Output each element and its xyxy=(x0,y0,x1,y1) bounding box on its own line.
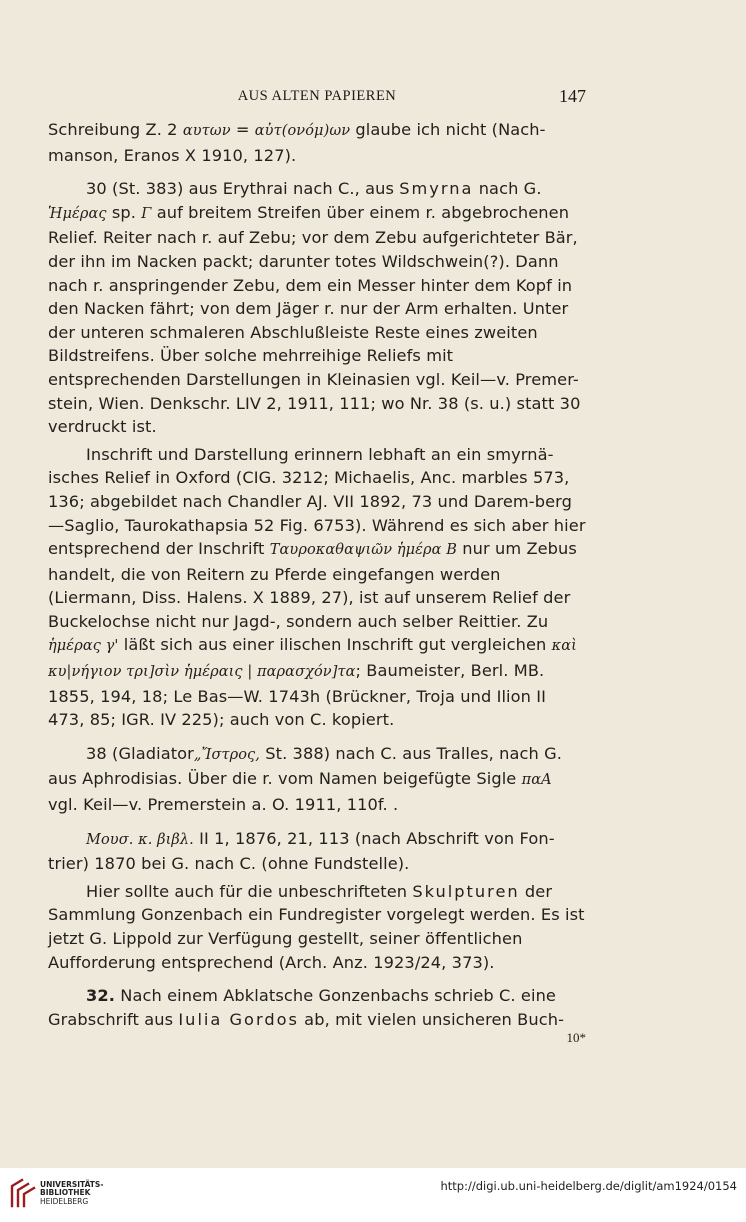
page-number: 147 xyxy=(559,86,586,106)
library-line: HEIDELBERG xyxy=(40,1196,89,1206)
greek-text: Ταυροκαθαψιῶν ἡμέρα Β xyxy=(269,542,457,559)
library-line: UNIVERSITÄTS- xyxy=(40,1180,104,1189)
spaced-text: Iulia Gordos xyxy=(178,1009,299,1029)
greek-text: καὶ κυ|νήγιον τρι]σὶν ἡμέραις | παρασχόν]τα xyxy=(48,638,577,681)
greek-text: Ἡμέρας xyxy=(48,205,107,222)
text-run: vgl. Keil—v. Premerstein a. O. 1911, 110f. . xyxy=(48,795,399,815)
text-run: läßt sich aus einer ilischen Inschrift gut vergleichen xyxy=(118,635,552,655)
paragraph-4 xyxy=(48,742,586,817)
footer-bar xyxy=(0,1168,746,1222)
text-run: der Sammlung Gonzenbach ein Fundregister vorgelegt werden. Es ist jetzt G. Lippold zur Verfügung gestellt, seiner öffentlichen Aufforderung entsprechend (Arch. Anz. 1923/24, 373). xyxy=(48,881,585,972)
paragraph-1 xyxy=(48,118,586,167)
entry-number: 32. xyxy=(86,986,115,1006)
paragraph-7 xyxy=(48,984,586,1031)
paragraph-3 xyxy=(48,443,586,732)
spaced-text: Smyrna xyxy=(399,179,474,199)
text-run: Schreibung Z. 2 xyxy=(48,120,183,139)
paragraph-2 xyxy=(48,177,586,439)
text-run: Nach einem Abklatsche Gonzenbachs schrieb C. eine Grabschrift aus xyxy=(48,986,556,1029)
university-logo-icon xyxy=(8,1176,38,1210)
text-run: glaube ich nicht (Nach-manson, Eranos X 1910, 127). xyxy=(48,120,546,165)
text-run: II 1, 1876, 21, 113 (nach Abschrift von Fon-trier) 1870 bei G. nach C. (ohne Fundstelle). xyxy=(48,828,555,874)
text-run: Hier sollte auch für die unbeschrifteten xyxy=(86,881,413,901)
greek-text: αυτων xyxy=(182,123,231,139)
greek-text: αὐτ(ονόμ)ων xyxy=(254,123,351,139)
text-run: sp. xyxy=(106,202,142,222)
greek-text: Μουσ. κ. βιβλ. xyxy=(86,831,194,848)
greek-text: παΑ xyxy=(521,772,552,789)
text-run: auf breitem Streifen über einem r. abgebrochenen Relief. Reiter nach r. auf Zebu; vor dem Zebu aufgerichteter Bär, der ihn im Nacken packt; darunter totes Wildschwein(?). Dann nach r. anspringender Zebu, dem ein Messer hinter dem Kopf in den Nacken fährt; von dem Jäger r. nur der Arm erhalten. Unter der unteren schmaleren Abschlußleiste Reste eines zweiten Bildstreifens. Über solche mehrreihige Reliefs mit entsprechenden Darstellungen in Kleinasien vgl. Keil—v. Premer-stein, Wien. Denkschr. LIV 2, 1911, 111; wo Nr. 38 (s. u.) statt 30 verdruckt ist. xyxy=(48,202,581,437)
paragraph-5 xyxy=(48,827,586,876)
running-title: AUS ALTEN PAPIEREN xyxy=(237,88,397,104)
text-run: 38 (Gladiator xyxy=(86,743,194,763)
signature-mark: 10* xyxy=(566,1030,586,1045)
text-run: Inschrift und Darstellung erinnern lebhaft an ein smyrnä-isches Relief in Oxford (CIG. 3212; Michaelis, Anc. marbles 573, 136; abgebildet nach Chandler AJ. VII 1892, 73 und Darem-berg—Saglio, Taurokathapsia 52 Fig. 6753). Während es sich aber hier entsprechend der Inschrift xyxy=(48,444,586,559)
text-run: ; Baumeister, Berl. MB. 1855, 194, 18; Le Bas—W. 1743h (Brückner, Troja und Ilion II 473, 85; IGR. IV 225); auch von C. kopiert. xyxy=(48,661,547,730)
spaced-text: Skulpturen xyxy=(412,881,520,901)
text-run: St. 388) nach C. aus Tralles, nach G. aus Aphrodisias. Über die r. vom Namen beigefügte Sigle xyxy=(48,743,562,789)
paragraph-6 xyxy=(48,880,586,974)
library-name xyxy=(40,1181,103,1206)
text-run: 30 (St. 383) aus Erythrai nach C., aus xyxy=(86,179,400,199)
running-header xyxy=(48,86,586,108)
text-run: = xyxy=(230,120,255,139)
greek-text: „Ἴστρος, xyxy=(193,746,260,763)
library-line: BIBLIOTHEK xyxy=(40,1188,91,1198)
source-url-link[interactable]: http://digi.ub.uni-heidelberg.de/diglit/am1924/0154 xyxy=(440,1179,737,1193)
text-run: nach G. xyxy=(473,179,542,199)
text-run: nur um Zebus handelt, die von Reitern zu Pferde eingefangen werden (Liermann, Diss. Halens. X 1889, 27), ist auf unserem Relief der Buckelochse nicht nur Jagd-, sondern auch selber Reittier. Zu xyxy=(48,539,577,631)
text-run: ab, mit vielen unsicheren Buch- xyxy=(298,1009,565,1029)
greek-text: ἡμέρας γ' xyxy=(48,638,119,655)
body-text xyxy=(48,118,586,1031)
greek-text: Γ xyxy=(141,205,152,222)
